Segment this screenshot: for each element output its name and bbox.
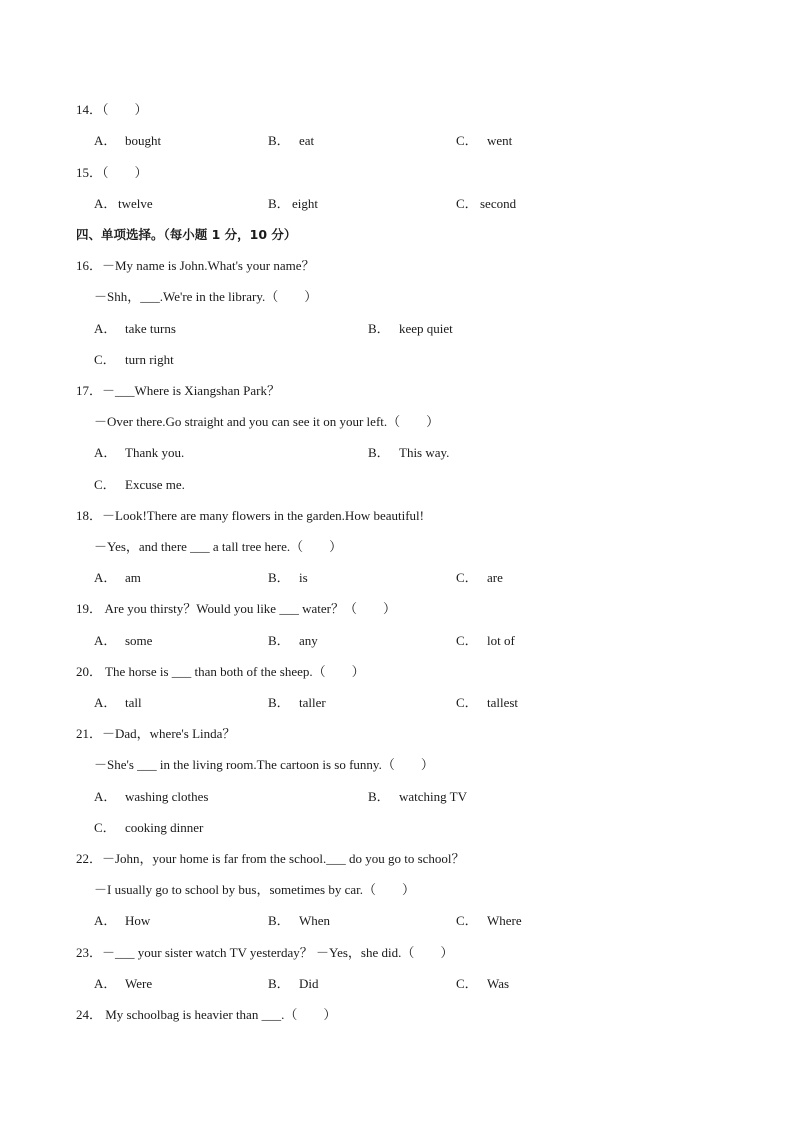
question-21-stem: 21．－Dad，where's Linda？ (76, 726, 236, 741)
question-22-stem: 22．－John，your home is far from the school.___ do you go to school？ (76, 851, 465, 866)
question-18-stem: 18．－Look!There are many flowers in the garden.How beautiful! (76, 508, 424, 523)
question-22-option-b: B． When (268, 913, 331, 928)
question-24-stem: 24． My schoolbag is heavier than ___.（ ） (76, 1007, 337, 1022)
question-23-option-b: B． Did (268, 976, 319, 991)
question-14-option-b: B． eat (268, 133, 315, 148)
question-18-option-a: A． am (94, 570, 141, 585)
question-17-option-a: A． Thank you. (94, 445, 185, 460)
question-18-line2: －Yes，and there ___ a tall tree here.（ ） (94, 539, 343, 554)
question-16-line2: －Shh，___.We're in the library.（ ） (94, 289, 318, 304)
question-22-line2: －I usually go to school by bus，sometimes by car.（ ） (94, 882, 416, 897)
question-21-option-c: C． cooking dinner (94, 820, 204, 835)
question-21-line2: －She's ___ in the living room.The cartoon is so funny.（ ） (94, 757, 434, 772)
question-22-option-a: A． How (94, 913, 151, 928)
section-title: 四、单项选择。（每小题 1 分，10 分） (76, 227, 297, 242)
question-23-stem: 23．－___ your sister watch TV yesterday？ －Yes，she did.（ ） (76, 945, 454, 960)
question-17-line2: －Over there.Go straight and you can see it on your left.（ ） (94, 414, 440, 429)
question-20-option-a: A． tall (94, 695, 142, 710)
question-17-option-c: C． Excuse me. (94, 477, 185, 492)
question-15-stem: 15．（ ） (76, 165, 148, 180)
question-17-option-b: B． This way. (368, 445, 450, 460)
question-18-option-b: B． is (268, 570, 308, 585)
question-16-option-a: A． take turns (94, 321, 176, 336)
question-23-option-a: A． Were (94, 976, 153, 991)
question-21-option-b: B． watching TV (368, 789, 467, 804)
question-23-option-c: C． Was (456, 976, 510, 991)
question-16-option-b: B． keep quiet (368, 321, 453, 336)
question-17-stem: 17．－___Where is Xiangshan Park？ (76, 383, 280, 398)
question-22-option-c: C． Where (456, 913, 522, 928)
question-19-option-b: B． any (268, 633, 318, 648)
question-19-stem: 19． Are you thirsty？Would you like ___ water？（ ） (76, 601, 396, 616)
question-20-option-c: C． tallest (456, 695, 519, 710)
question-15-option-b: B． eight (268, 196, 318, 211)
question-15-option-a: A． twelve (94, 196, 153, 211)
question-16-option-c: C． turn right (94, 352, 174, 367)
question-18-option-c: C． are (456, 570, 503, 585)
question-14-stem: 14．（ ） (76, 102, 148, 117)
question-20-stem: 20． The horse is ___ than both of the sheep.（ ） (76, 664, 365, 679)
question-19-option-c: C． lot of (456, 633, 515, 648)
question-21-option-a: A． washing clothes (94, 789, 209, 804)
question-19-option-a: A． some (94, 633, 153, 648)
question-14-option-a: A． bought (94, 133, 162, 148)
question-20-option-b: B． taller (268, 695, 326, 710)
question-16-stem: 16．－My name is John.What's your name？ (76, 258, 315, 273)
question-15-option-c: C． second (456, 196, 517, 211)
question-14-option-c: C． went (456, 133, 513, 148)
